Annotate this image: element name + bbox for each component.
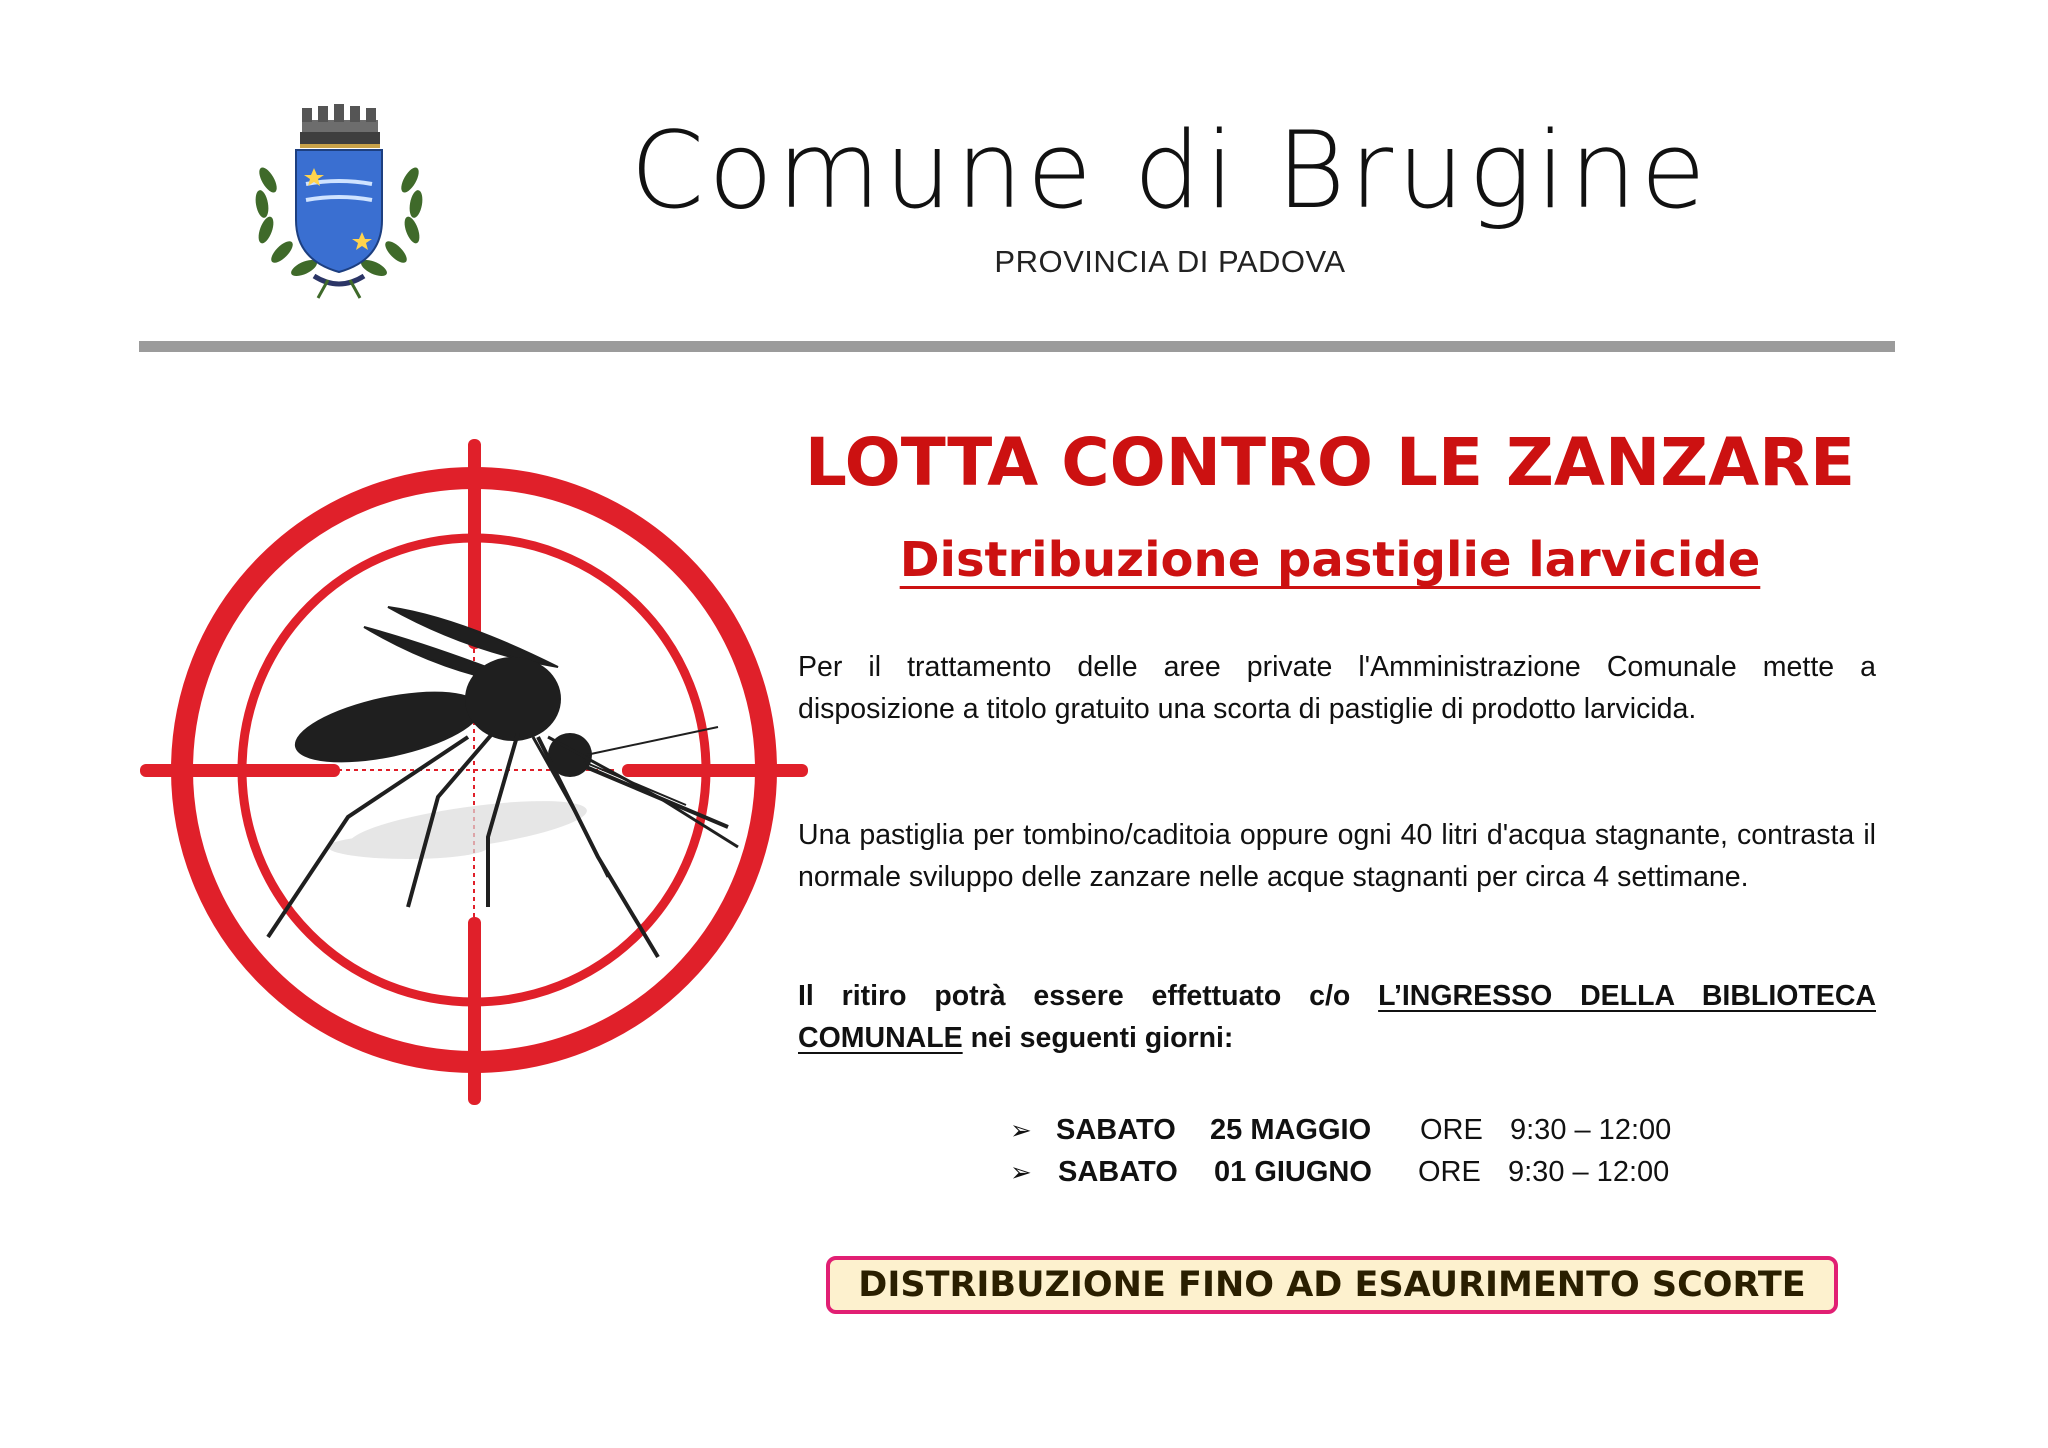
arrow-bullet-icon: ➢ <box>1010 1157 1032 1187</box>
header-divider <box>139 341 1895 352</box>
province-subtitle: PROVINCIA DI PADOVA <box>994 244 1346 279</box>
paragraph-usage: Una pastiglia per tombino/caditoia oppure ogni 40 litri d'acqua stagnante, contrasta il normale sviluppo delle zanzare nelle acque stagnanti per circa 4 settimane. <box>798 819 1876 893</box>
headline-subtitle-text: Distribuzione pastiglie larvicide <box>899 532 1761 588</box>
crosshair-target-icon <box>138 437 810 1107</box>
pickup-intro: Il ritiro potrà essere effettuato c/o <box>798 980 1351 1012</box>
schedule-row <box>1010 1110 1710 1150</box>
schedule-ore-label: ORE <box>1420 1114 1483 1146</box>
paragraph-pickup <box>798 975 1876 1059</box>
headline-subtitle <box>790 532 1870 588</box>
schedule-date: 01 GIUGNO <box>1214 1156 1372 1188</box>
municipality-title: Comune di Brugine <box>630 109 1710 232</box>
schedule-ore-label: ORE <box>1418 1156 1481 1188</box>
pickup-place: L’INGRESSO DELLA BIBLIOTECA COMUNALE <box>798 980 1876 1054</box>
schedule-time: 9:30 – 12:00 <box>1510 1114 1672 1146</box>
stock-notice-banner: DISTRIBUZIONE FINO AD ESAURIMENTO SCORTE <box>826 1256 1838 1314</box>
schedule-time: 9:30 – 12:00 <box>1508 1156 1670 1188</box>
schedule-row <box>1010 1152 1710 1192</box>
schedule-date: 25 MAGGIO <box>1210 1114 1372 1146</box>
pickup-outro: nei seguenti giorni: <box>970 1022 1234 1054</box>
paragraph-treatment: Per il trattamento delle aree private l'Amministrazione Comunale mette a disposizione a titolo gratuito una scorta di pastiglie di prodotto larvicida. <box>798 651 1876 725</box>
schedule-day: SABATO <box>1058 1156 1178 1188</box>
mosquito-shadow <box>328 790 590 863</box>
arrow-bullet-icon: ➢ <box>1010 1115 1032 1145</box>
headline-title: LOTTA CONTRO LE ZANZARE <box>804 424 1856 501</box>
schedule-day: SABATO <box>1056 1114 1176 1146</box>
coat-of-arms-icon <box>244 100 434 300</box>
